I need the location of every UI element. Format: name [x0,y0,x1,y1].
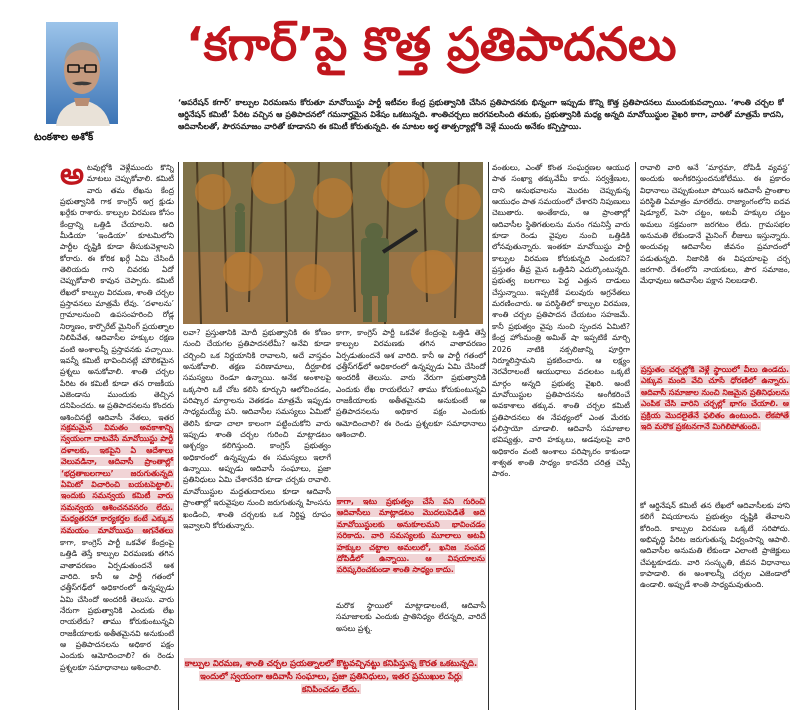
column-1-mid: కాగా, కాంగ్రెస్ పార్టీ ఒకవేళ కేంద్రంపై ఒత్తిడి తెస్తే కాల్పుల విరమణకు తగిన వాతావరణం ఏర్పడుతుందనే ఆశ వారిది. కానీ ఆ పార్టీ గతంలో ఛత్తీస్‌గఢ్‌లో అధికారంలో ఉన్నప్పుడు ఏమి చేసిందో అందరికీ తెలుసు. వారు నేరుగా ప్రభుత్వానికి ఎందుకు లేఖ రాయలేదు? తాము కోరుకుంటున్నవి రాజకీయాలకు అతీతమైనవి అనుకుంటే ఆ ప్రతిపాదనలను అధికార పక్షం ఎందుకు ఆమోదించాలి? ఈ రెండు ప్రశ్నలకూ సమాధానాలు ఆశించాలి. [60,538,174,672]
column-2-right [336,327,486,492]
author-photo [8,10,158,126]
column-1-intro-text: టవుల్లోకి వెళ్లేముందు కొన్ని మాటలు చెప్పుకోవాలి. కమిటీ వారు తమ లేఖను కేంద్ర ప్రభుత్వానికి గాక కాంగ్రెస్ అగ్ర క్షుడు ఖర్గేకు రాశారు. కాల్పుల విరమణ కోసం కేంద్రాన్ని ఒత్తిడి చేయాలని. అది మీడియా ‘ఇండియా’ కూటమిలోని పార్టీల దృష్టికి కూడా తీసుకువెళ్లాలని కోరారు. ఈ కోరిక ఖర్గే ఏమి చేసిందీ తెలియదు గాని చివరకు ఏదో చెప్పుకోవాలి కావున చెప్పారు. కమిటీ లేఖలో కాల్పుల విరమణ, శాంతి చర్చల ప్రస్తావనలు మాత్రమే లేవు. ‘దళాలను’ గ్రామాలనుంచి ఉపసంహరించి రోడ్ల నిర్మాణం, కార్పొరేట్ మైనింగ్ ప్రయత్నాల నిలిపివేత, ఆదివాసీల హక్కుల రక్షణ వంటి అంశాలన్నీ ప్రస్తావనకు వచ్చాయి. ఇవన్నీ కమిటీ భావించినట్లే మౌలికమైన ప్రశ్నలు అనుకోవాలి. శాంతి చర్చల పేరిట ఈ కమిటీ కూడా తన రాజకీయ ఎజెండాను ముందుకు తెచ్చిన దనిపించదు. ఆ ప్రతిపాదనలను కొందరు ఆశించినట్టే ఆదివాసీ నేతలు, ఇతర [60,163,174,422]
column-3-text: వంతులు, ఎంతో కొంత సంఘర్షణల ఆయుధ పాత సంఖ్యా తక్కువేమీ కాదు. సర్వశ్రేణుల, దాని అనుభవాలను మొదట చెప్పుకున్న ఆయుధం పాత సమయంలో చేశారని నిపుణులు చెబుతారు. అంతేకాదు, ఆ ప్రాంతాల్లో ఆదివాసీల స్థితిగతులను మనం గమనిస్తే వారు కూడా రెండు వైపుల నుంచి ఒత్తిడికి లోనవుతున్నారు. ఇంతకూ మావోయిస్టు పార్టీ కాల్పుల విరమణ కోరుకున్నది ఎందుకని? ప్రస్తుతం తీవ్ర మైన ఒత్తిడిని ఎదుర్కొంటున్నది. ప్రభుత్వ బలగాలు పెద్ద ఎత్తున దాడులు చేస్తున్నాయి. ఇప్పటికే పలువురు అగ్రనేతలు మరణించారు. ఆ పరిస్థితిలో కాల్పుల విరమణ, శాంతి చర్చల ప్రతిపాదన చేయటం సహజమే. కానీ ప్రభుత్వం వైపు నుంచి స్పందన ఏమిటి? కేంద్ర హోంమంత్రి అమిత్ షా ఇప్పటికే మార్చి 2026 నాటికి నక్సలిజాన్ని పూర్తిగా నిర్మూలిస్తామని ప్రకటించారు. ఆ లక్ష్యం నెరవేరాలంటే ఆయుధాలు వదలటం ఒక్కటే మార్గం అన్నది ప్రభుత్వ వైఖరి. అంటే మావోయిస్టుల ప్రతిపాదనను అంగీకరించే అవకాశాలు తక్కువ. శాంతి చర్చల కమిటీ ప్రతిపాదనలు ఈ నేపథ్యంలో ఎంత మేరకు ఫలిస్తాయో చూడాలి. ఆదివాసీ సమాజాల భవిష్యత్తు, వారి హక్కులు, అడవులపై వారి అధికారం వంటి అంశాలు పరిష్కారం కాకుండా శాశ్వత శాంతి సాధ్యం కాదనేది చరిత్ర చెప్పే పాఠం. [492,163,630,479]
column-rule [635,162,636,710]
column-4-text: రావాలి వారి అనే ‘మార్గమా, దోపిడీ వ్యవస్థ’ అందుకు అంగీకరిస్తుందనుకోలేము. ఈ ప్రకారం విధానాలు చెప్పుకుంటూ పోయిన ఆదివాసీ ప్రాంతాల పరిస్థితి ఏమాత్రం మారలేదు. రాజ్యాంగంలోని ఐదవ షెడ్యూల్, పెసా చట్టం, అటవీ హక్కుల చట్టం అమలు సక్రమంగా జరగటం లేదు. గ్రామసభల అనుమతి లేకుండానే మైనింగ్ లీజులు ఇస్తున్నారు. అందువల్ల ఆదివాసీల జీవనం ప్రమాదంలో పడుతున్నది. నిజానికి ఈ విషయాలపై చర్చ జరగాలి. దేశంలోని నాయకులు, పౌర సమాజం, మేధావులు ఆదివాసీల పక్షాన నిలబడాలి. [640,163,790,286]
drop-cap: అ [60,162,84,192]
column-rule [488,162,489,710]
article-photo [183,162,483,324]
pull-quote-5-text: ప్రస్తుతం చర్చల్లోకి వెళ్లే స్థాయిలో వీలు ఉండదు. ఎక్కువ మంది వేచి చూసే ధోరణిలో ఉన్నారు. ఆదివాసీ సమాజాల నుంచి నిజమైన ప్రతినిధులను ఎంపిక చేసి వారిని చర్చల్లో భాగం చేయాలి. ఆ ప్రక్రియ మొదలైతేనే ఫలితం ఉంటుంది. లేకపోతే ఇది మరొక ప్రకటనగానే మిగిలిపోతుంది. [641,365,789,432]
column-rule [178,162,179,710]
pull-quote-2 [183,657,479,717]
article-title: ‘కగార్’పై కొత్త ప్రతిపాదనలు [186,17,677,71]
pull-quote-1 [60,422,174,534]
lead-paragraph: ‘అపరేషన్ కగార్’ కాల్పుల విరమణను కోరుతూ మావోయిస్టు పార్టీ ఇటీవల కేంద్ర ప్రభుత్వానికి చేసిన ప్రతిపాదనకు భిన్నంగా ఇప్పుడు కొన్ని కొత్త ప్రతిపాదనలు ముందుకువచ్చాయి. ‘శాంతి చర్చల కో ఆర్డినేషన్ కమిటీ’ పేరిట వచ్చిన ఆ ప్రతిపాదనలో గమనార్హమైన విశేషం ఒకటున్నది. శాంతిచర్చలు జరగవలసింది తమకు, ప్రభుత్వానికి మధ్య అన్నది మావోయిస్టుల వైఖరి కాగా, వారితో మాత్రమే కాదని, ఆదివాసీలతో, పౌరసమాజం వారితో కూడానని ఈ కమిటీ కోరుతున్నది. ఈ మాటల అర్థ తాత్పర్యాల్లోకి వెళ్లే ముందు అనేకం కన్పిస్తాయి. [178,98,784,132]
column-2-text: లవా? ప్రస్తుతానికి మోదీ ప్రభుత్వానికి ఈ కోణం నుంచి చేయగల ప్రతిపాదనలేమీ? అనేవి కూడా చర్చించి ఒక నిర్ణయానికి రావాలని, అదే వాస్తవం అనుకోవాలి. తక్షణ పరిణామాలు, దీర్ఘకాలిక సమస్యలు రెండూ ఉన్నాయి. అనేక అంశాలపై ఒక్కసారి ఒకే చోట కలిసి కూర్చుని ఆలోచించడం, పరిష్కార మార్గాలను వెతకడం మాత్రమే ఇప్పుడు సాధ్యమయ్యే పని. ఆదివాసీల సమస్యలు ఏమిటో తెలిసి కూడా చాలా కాలంగా పట్టించుకోని వారు ఇప్పుడు శాంతి చర్చల గురించి మాట్లాడటం ఆశ్చర్యం కలిగిస్తుంది. కాంగ్రెస్ ప్రభుత్వం అధికారంలో ఉన్నప్పుడు ఈ సమస్యలు ఇలాగే ఉన్నాయి. అప్పుడు ఆదివాసీ సంఘాలు, ప్రజా ప్రతినిధులు ఏమి చేశారనేది కూడా చర్చకు రావాలి. మావోయిస్టుల మద్దతుదారులు కూడా ఆదివాసీ ప్రాంతాల్లో ఇరువైపుల నుంచి జరుగుతున్న హింసను ఖండించి, శాంతి చర్చలకు ఒక నిర్దిష్ట రూపం ఇవ్వాలని కోరుతున్నారు. [183,328,331,530]
column-1-intro [60,162,174,424]
column-4-bottom: కో ఆర్డినేషన్ కమిటీ తన లేఖలో ఆదివాసీలకు హాని కలిగే విషయాలను ప్రభుత్వం దృష్టికి తేవాలని కోరింది. కాల్పుల విరమణ ఒక్కటే సరిపోదు. అభివృద్ధి పేరిట జరుగుతున్న విధ్వంసాన్ని ఆపాలి. ఆదివాసీల అనుమతి లేకుండా ఎలాంటి ప్రాజెక్టులు చేపట్టకూడదు. వారి సంస్కృతి, జీవన విధానాలు కాపాడాలి. ఈ అంశాలన్నీ చర్చల ఎజెండాలో ఉండాలి. అప్పుడే శాంతి సాధ్యమవుతుంది. [640,501,790,590]
pull-quote-5 [640,364,790,496]
pull-quote-2-text: కాల్పుల విరమణ, శాంతి చర్చల ప్రయత్నాలలో కొట్టవచ్చినట్టు కనిపిస్తున్న కొరత ఒకటున్నది. ఇందులో స్వయంగా ఆదివాసీ సంఘాలు, ప్రజా ప్రతినిధులు, ఇతర ప్రముఖుల పేర్లు కనిపించడం లేదు. [184,658,478,694]
pull-quote-3-text: కాగా, ఇటు ప్రభుత్వం చేసే పని గురించి ఆదివాసీలు మాట్లాడటం మొదలుపెడితే అది మావోయిస్టులకు అనుకూలమని భావించడం సరికాదు. వారి సమస్యలకు మూలాలు అటవీ హక్కుల చట్టాల అమలులో, ఖనిజ సంపద దోపిడీలో ఉన్నాయి. ఆ విషయాలను పరిష్కరించకుండా శాంతి సాధ్యం కాదు. [337,497,485,575]
author-name: టంకశాల అశోక్ [34,132,94,143]
column-2-right-text: కాగా, కాంగ్రెస్ పార్టీ ఒకవేళ కేంద్రంపై ఒత్తిడి తెస్తే కాల్పుల విరమణకు తగిన వాతావరణం ఏర్పడుతుందనే ఆశ వారిది. కానీ ఆ పార్టీ గతంలో ఛత్తీస్‌గఢ్‌లో అధికారంలో ఉన్నప్పుడు ఏమి చేసిందో అందరికీ తెలుసు. వారు నేరుగా ప్రభుత్వానికి ఎందుకు లేఖ రాయలేదు? తాము కోరుకుంటున్నవి రాజకీయాలకు అతీతమైనవి అనుకుంటే ఆ ప్రతిపాదనలను అధికార పక్షం ఎందుకు ఆమోదించాలి? ఈ రెండు ప్రశ్నలకూ సమాధానాలు ఆశించాలి. [336,328,486,440]
column-2-bottom: మరొక స్థాయిలో మాట్లాడాలంటే, ఆదివాసీ సమాజాలకు ఎందుకు ప్రాతినిధ్యం లేదన్నది, వారిదే అసలు ప్రశ్న. [336,601,486,633]
pull-quote-1-text: సక్రమమైన విమతం అవకాశాన్ని స్వయంగా దాటవేసే మావోయిస్టు పార్టీ దళాలకు, ఇకపైని ఏ ఆదేశాలు వెలువడినా, ఆదివాసీ ప్రాంతాల్లో ‘భద్రతాబలగాలు’ జరుగుతున్నది ఏమిటో విచారించి బయటపెట్టాలి. ఇందుకు సమన్వయ కమిటీ వారు సమన్వయ ఆశించనవసరం లేదు. మధ్యతరహా కార్యకర్తల కంటే ఎక్కువ సమయం మావోయిస్టు అగ్రనేతలు [60,423,174,534]
pull-quote-3 [336,496,486,596]
